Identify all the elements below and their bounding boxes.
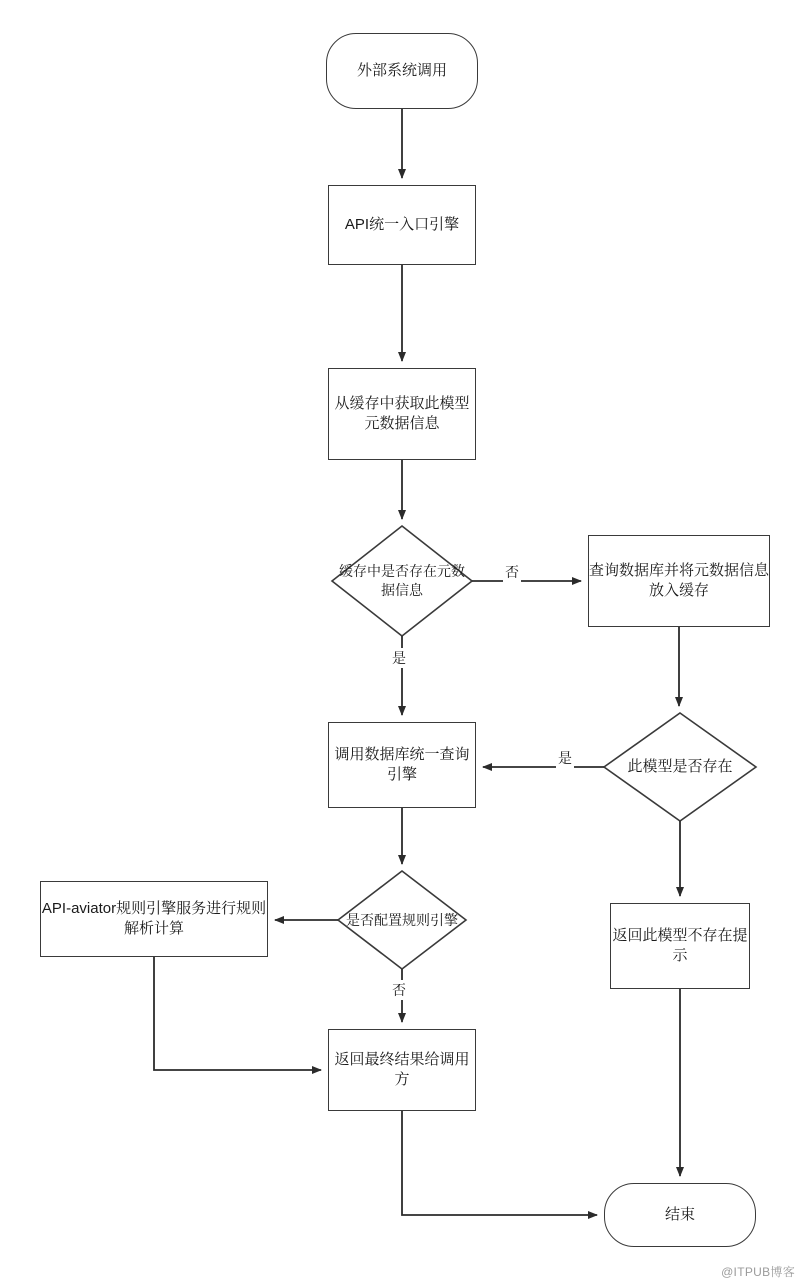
- node-return-result-label: 返回最终结果给调用方: [334, 1050, 470, 1088]
- edge-label-rule-no: 否: [392, 982, 406, 998]
- node-start[interactable]: [326, 33, 478, 109]
- decision-model-check-shape: [604, 713, 756, 821]
- node-end[interactable]: [604, 1183, 756, 1247]
- node-cache-check-label: 缓存中是否存在元数据信息: [339, 563, 465, 598]
- node-model-not-exist-msg-label: 返回此模型不存在提示: [612, 926, 748, 964]
- node-db-query-cache-put[interactable]: [588, 535, 770, 627]
- edge-label-model-yes: 是: [558, 750, 572, 766]
- node-model-exists-check-label: 此模型是否存在: [627, 757, 733, 775]
- node-db-unified-query-engine[interactable]: [328, 722, 476, 808]
- node-cache-fetch[interactable]: [328, 368, 476, 460]
- edge-result-to-end: [402, 1111, 597, 1215]
- node-api-gateway[interactable]: [328, 185, 476, 265]
- node-db-query-cache-put-label: 查询数据库并将元数据信息放入缓存: [589, 561, 770, 599]
- node-model-not-exist-msg[interactable]: [610, 903, 750, 989]
- watermark: @ITPUB博客: [721, 1265, 795, 1279]
- node-api-gateway-label: API统一入口引擎: [344, 215, 460, 233]
- node-aviator-rule-engine-label: API-aviator规则引擎服务进行规则解析计算: [41, 899, 267, 937]
- node-start-label: 外部系统调用: [356, 61, 447, 79]
- decision-rule-check-shape: [338, 871, 466, 969]
- decision-cache-check-shape: [332, 526, 472, 636]
- edge-label-cache-no: 否: [505, 564, 519, 580]
- node-aviator-rule-engine[interactable]: [40, 881, 268, 957]
- node-return-result[interactable]: [328, 1029, 476, 1111]
- edge-aviator-to-result: [154, 957, 321, 1070]
- node-rule-engine-check-label: 是否配置规则引擎: [346, 911, 458, 928]
- edge-label-cache-yes: 是: [392, 650, 406, 666]
- node-cache-fetch-label: 从缓存中获取此模型元数据信息: [334, 394, 470, 432]
- node-db-unified-query-engine-label: 调用数据库统一查询引擎: [334, 745, 470, 783]
- node-end-label: 结束: [664, 1205, 695, 1223]
